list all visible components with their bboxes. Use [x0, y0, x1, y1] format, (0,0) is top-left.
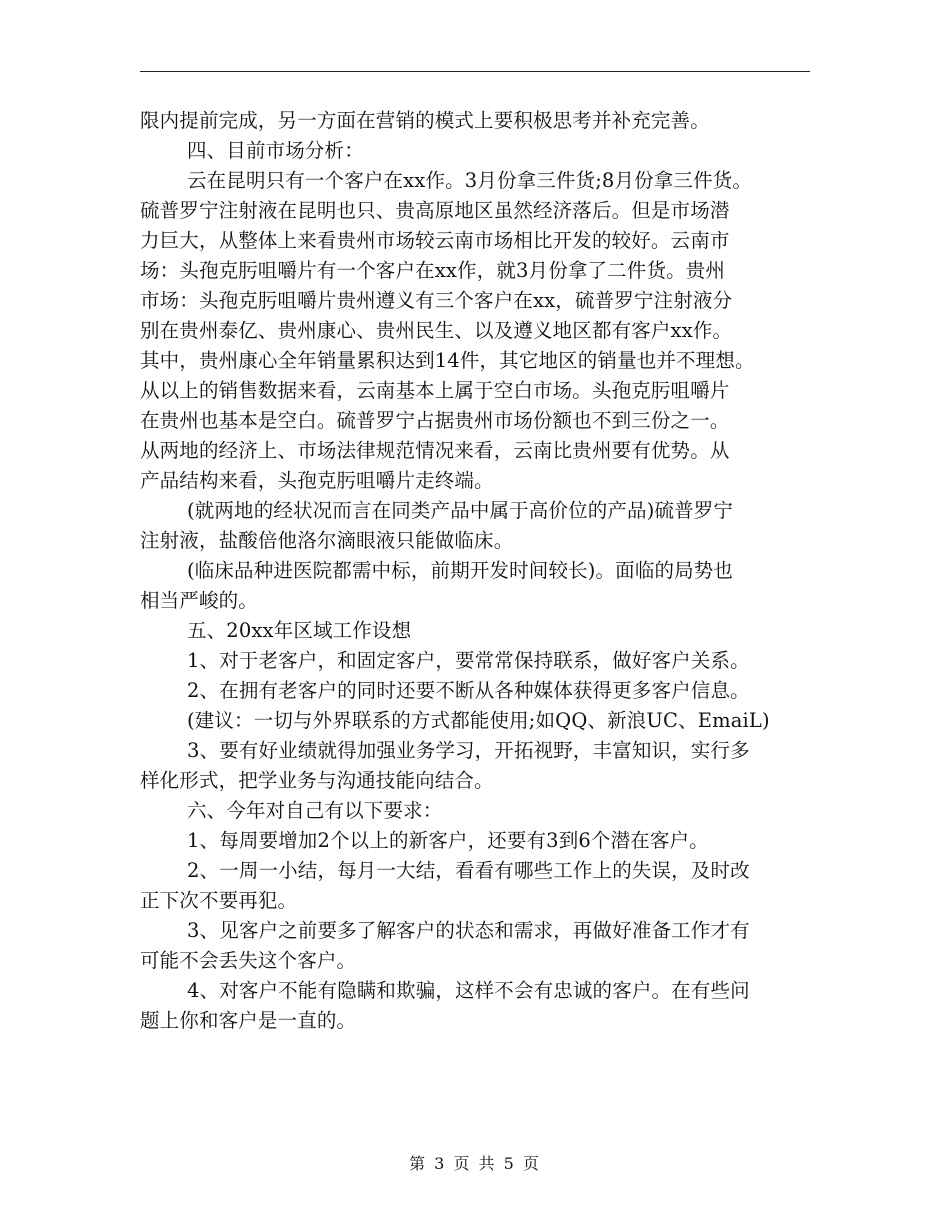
text-line: 六、今年对自己有以下要求： — [187, 799, 443, 822]
text-line: 相当严峻的。 — [140, 589, 258, 612]
text-line: 1、每周要增加2个以上的新客户，还要有3到6个潜在客户。 — [187, 829, 709, 852]
text-line: 4、对客户不能有隐瞒和欺骗，这样不会有忠诚的客户。在有些问 — [187, 979, 750, 1002]
text-line: 从两地的经济上、市场法律规范情况来看，云南比贵州要有优势。从 — [140, 439, 730, 462]
text-line: 在贵州也基本是空白。硫普罗宁占据贵州市场份额也不到三份之一。 — [140, 409, 730, 432]
text-line: 正下次不要再犯。 — [140, 889, 298, 912]
text-line: 场：头孢克肟咀嚼片有一个客户在xx作，就3月份拿了二件货。贵州 — [140, 259, 726, 282]
text-line: 产品结构来看，头孢克肟咀嚼片走终端。 — [140, 469, 494, 492]
text-line: 2、一周一小结，每月一大结，看看有哪些工作上的失误，及时改 — [187, 859, 750, 882]
body-text — [140, 106, 820, 1036]
text-line: 其中，贵州康心全年销量累积达到14件，其它地区的销量也并不理想。 — [140, 349, 755, 372]
text-line: 市场：头孢克肟咀嚼片贵州遵义有三个客户在xx，硫普罗宁注射液分 — [140, 289, 733, 312]
text-line: 可能不会丢失这个客户。 — [140, 949, 357, 972]
text-line: 3、要有好业绩就得加强业务学习，开拓视野，丰富知识，实行多 — [187, 739, 750, 762]
text-line: 从以上的销售数据来看，云南基本上属于空白市场。头孢克肟咀嚼片 — [140, 379, 730, 402]
text-line: (就两地的经状况而言在同类产品中属于高价位的产品)硫普罗宁 — [187, 499, 734, 522]
text-line: 力巨大，从整体上来看贵州市场较云南市场相比开发的较好。云南市 — [140, 229, 730, 252]
text-line: 3、见客户之前要多了解客户的状态和需求，再做好准备工作才有 — [187, 919, 750, 942]
text-line: 四、目前市场分析： — [187, 139, 364, 162]
text-line: 样化形式，把学业务与沟通技能向结合。 — [140, 769, 494, 792]
page-footer: 第 3 页 共 5 页 — [409, 1154, 541, 1173]
text-line: 注射液，盐酸倍他洛尔滴眼液只能做临床。 — [140, 529, 514, 552]
text-line: 云在昆明只有一个客户在xx作。3月份拿三件货;8月份拿三件货。 — [187, 169, 753, 192]
text-line: 别在贵州泰亿、贵州康心、贵州民生、以及遵义地区都有客户xx作。 — [140, 319, 733, 342]
header-rule — [140, 71, 810, 72]
text-line: 五、20xx年区域工作设想 — [187, 619, 412, 642]
text-line: (建议：一切与外界联系的方式都能使用;如QQ、新浪UC、EmaiL) — [187, 709, 770, 732]
text-line: 硫普罗宁注射液在昆明也只、贵高原地区虽然经济落后。但是市场潜 — [140, 199, 730, 222]
text-line: 限内提前完成，另一方面在营销的模式上要积极思考并补充完善。 — [140, 109, 710, 132]
text-line: 1、对于老客户，和固定客户，要常常保持联系，做好客户关系。 — [187, 649, 750, 672]
text-line: 题上你和客户是一直的。 — [140, 1009, 357, 1032]
text-line: 2、在拥有老客户的同时还要不断从各种媒体获得更多客户信息。 — [187, 679, 750, 702]
text-line: (临床品种进医院都需中标，前期开发时间较长)。面临的局势也 — [187, 559, 734, 582]
